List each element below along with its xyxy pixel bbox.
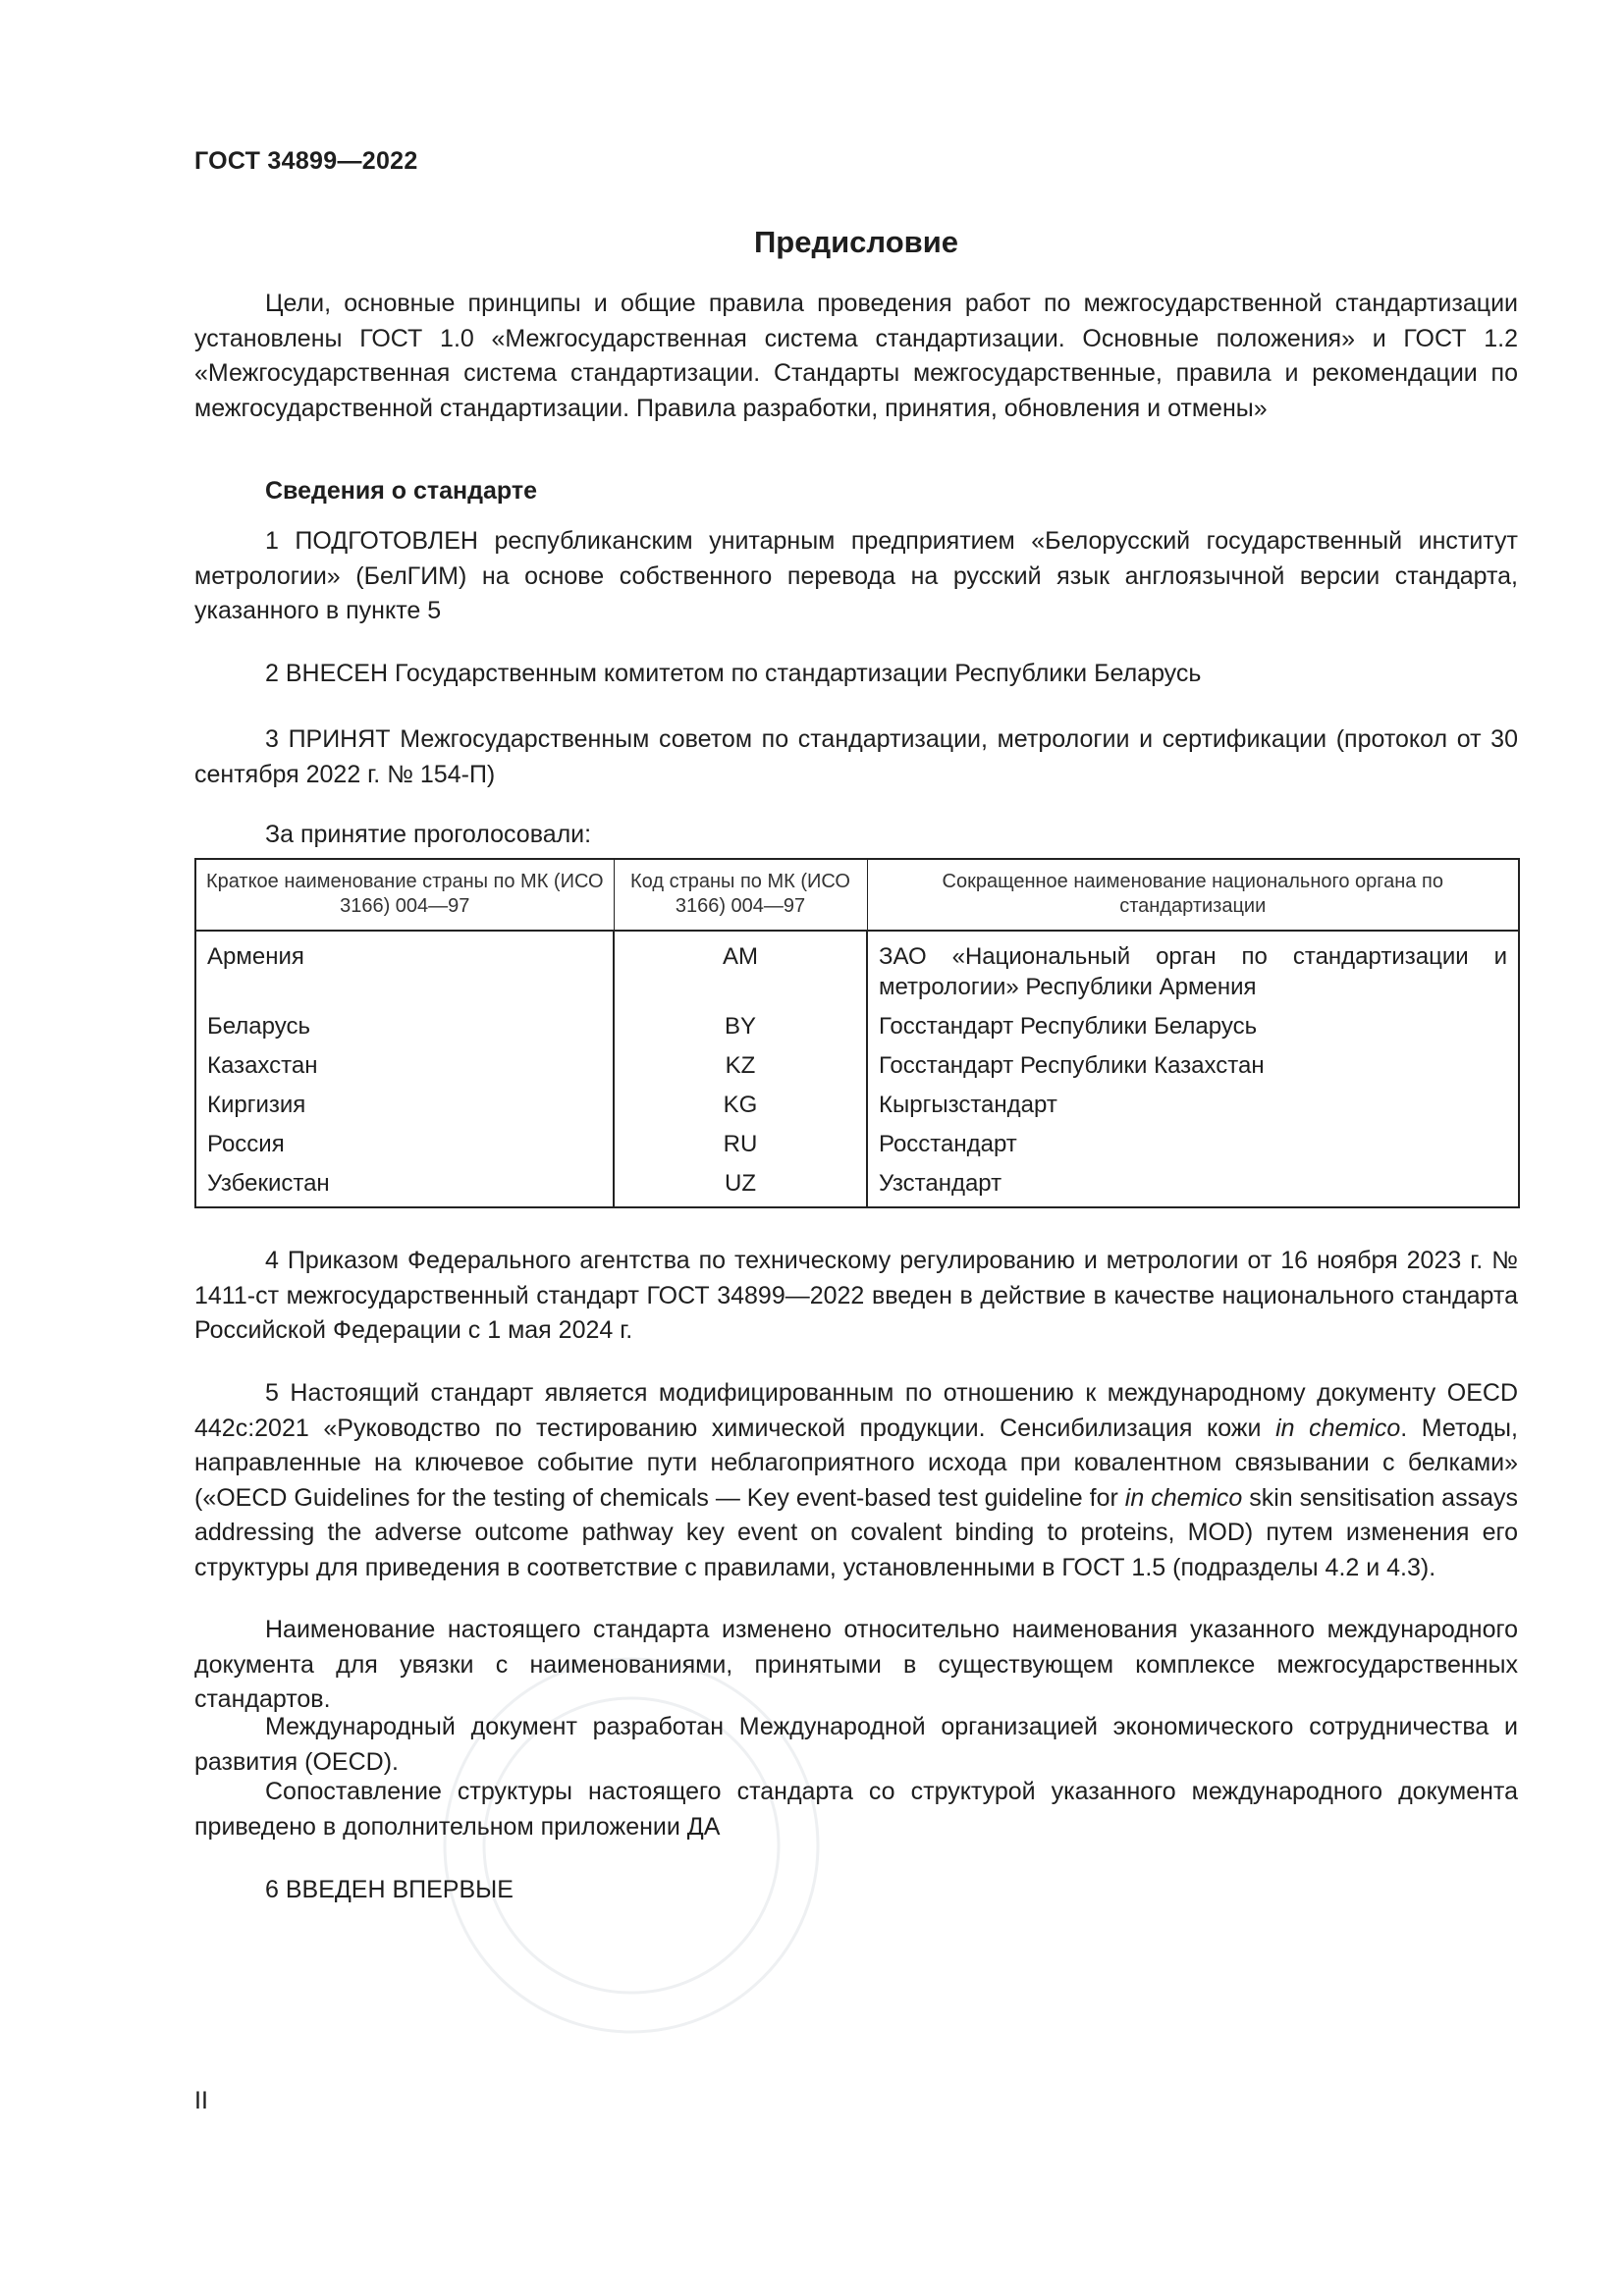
item-1-prepared: 1 ПОДГОТОВЛЕН республиканским унитарным предприятием «Белорусский государственный институт метрологии» (БелГИМ) на основе собственного перевода на русский язык англоязычной версии стандарта, указанного в пункте 5 <box>194 527 1518 624</box>
cell-country: Беларусь <box>195 1006 614 1045</box>
cell-code: RU <box>614 1124 867 1163</box>
cell-code: BY <box>614 1006 867 1045</box>
item-5-text-a: 5 Настоящий стандарт является модифицированным по отношению к международному документу OECD 442c:2021 «Руководство по тестированию химической продукции. Сенсибилизация кожи <box>194 1379 1518 1442</box>
header-country: Краткое наименование страны по МК (ИСО 3166) 004—97 <box>195 859 614 931</box>
item-5-paragraph-3: Международный документ разработан Международной организацией экономического сотрудничества и развития (OECD). <box>194 1713 1518 1776</box>
cell-country: Киргизия <box>195 1085 614 1124</box>
item-5-text-c: skin sensitisation assays addressing the adverse outcome pathway key event on covalent binding to proteins, MOD) путем изменения его структуры для приведения в соответствие с правилами, установленными в ГОСТ 1.5 (подразделы 4.2 и 4.3). <box>194 1483 1518 1581</box>
item-3-adopted: 3 ПРИНЯТ Межгосударственным советом по стандартизации, метрологии и сертификации (протокол от 30 сентября 2022 г. № 154-П) <box>194 725 1518 788</box>
table-row <box>195 931 1519 1006</box>
table-row <box>195 1124 1519 1163</box>
cell-country: Казахстан <box>195 1045 614 1085</box>
cell-body: Узстандарт <box>867 1163 1519 1207</box>
table-row <box>195 1163 1519 1207</box>
table-row <box>195 1006 1519 1045</box>
item-4-order: 4 Приказом Федерального агентства по техническому регулированию и метрологии от 16 ноября 2023 г. № 1411-ст межгосударственный стандарт ГОСТ 34899—2022 введен в действие в качестве национального стандарта Российской Федерации с 1 мая 2024 г. <box>194 1247 1518 1344</box>
cell-body: Госстандарт Республики Беларусь <box>867 1006 1519 1045</box>
intro-paragraph: Цели, основные принципы и общие правила проведения работ по межгосударственной стандартизации установлены ГОСТ 1.0 «Межгосударственная система стандартизации. Основные положения» и ГОСТ 1.2 «Межгосударственная система стандартизации. Стандарты межгосударственные, правила и рекомендации по межгосударственной стандартизации. Правила разработки, принятия, обновления и отмены» <box>194 290 1518 422</box>
item-6-first-introduced: 6 ВВЕДЕН ВПЕРВЫЕ <box>265 1876 514 1903</box>
table-row <box>195 1045 1519 1085</box>
table-header-row <box>195 859 1519 931</box>
page-title: Предисловие <box>753 225 958 259</box>
cell-body: Кыргызстандарт <box>867 1085 1519 1124</box>
item-2-introduced: 2 ВНЕСЕН Государственным комитетом по стандартизации Республики Беларусь <box>265 660 1202 687</box>
item-5-italic-1: in chemico <box>1275 1414 1401 1442</box>
header-body: Сокращенное наименование национального органа по стандартизации <box>867 859 1519 931</box>
cell-code: UZ <box>614 1163 867 1207</box>
item-5-italic-2: in chemico <box>1124 1483 1243 1512</box>
item-5-text-b: . Методы, направленные на ключевое событие пути неблагоприятного исхода при ковалентном связывании с белками» («OECD Guidelines for the testing of chemicals — Key event-based test guideline for <box>194 1414 1518 1512</box>
cell-country: Армения <box>195 931 614 1006</box>
standard-number-header: ГОСТ 34899—2022 <box>194 147 418 175</box>
table-row <box>195 1085 1519 1124</box>
document-page <box>194 0 1518 2296</box>
item-5-paragraph-2: Наименование настоящего стандарта изменено относительно наименования указанного международного документа для увязки с наименованиями, принятыми в существующем комплексе межгосударственных стандартов. <box>194 1616 1518 1713</box>
page-number: II <box>194 2087 208 2114</box>
cell-code: KG <box>614 1085 867 1124</box>
item-5-paragraph-1 <box>194 1376 1518 1585</box>
cell-body: Госстандарт Республики Казахстан <box>867 1045 1519 1085</box>
header-code: Код страны по МК (ИСО 3166) 004—97 <box>614 859 867 931</box>
info-heading: Сведения о стандарте <box>265 477 538 505</box>
cell-code: AM <box>614 931 867 1006</box>
cell-country: Россия <box>195 1124 614 1163</box>
cell-code: KZ <box>614 1045 867 1085</box>
item-5-paragraph-4: Сопоставление структуры настоящего стандарта со структурой указанного международного документа приведено в дополнительном приложении ДА <box>194 1778 1518 1841</box>
voting-table <box>194 858 1520 1208</box>
cell-body: Росстандарт <box>867 1124 1519 1163</box>
vote-label: За принятие проголосовали: <box>265 821 592 848</box>
cell-country: Узбекистан <box>195 1163 614 1207</box>
cell-body: ЗАО «Национальный орган по стандартизации и метрологии» Республики Армения <box>867 931 1519 1006</box>
